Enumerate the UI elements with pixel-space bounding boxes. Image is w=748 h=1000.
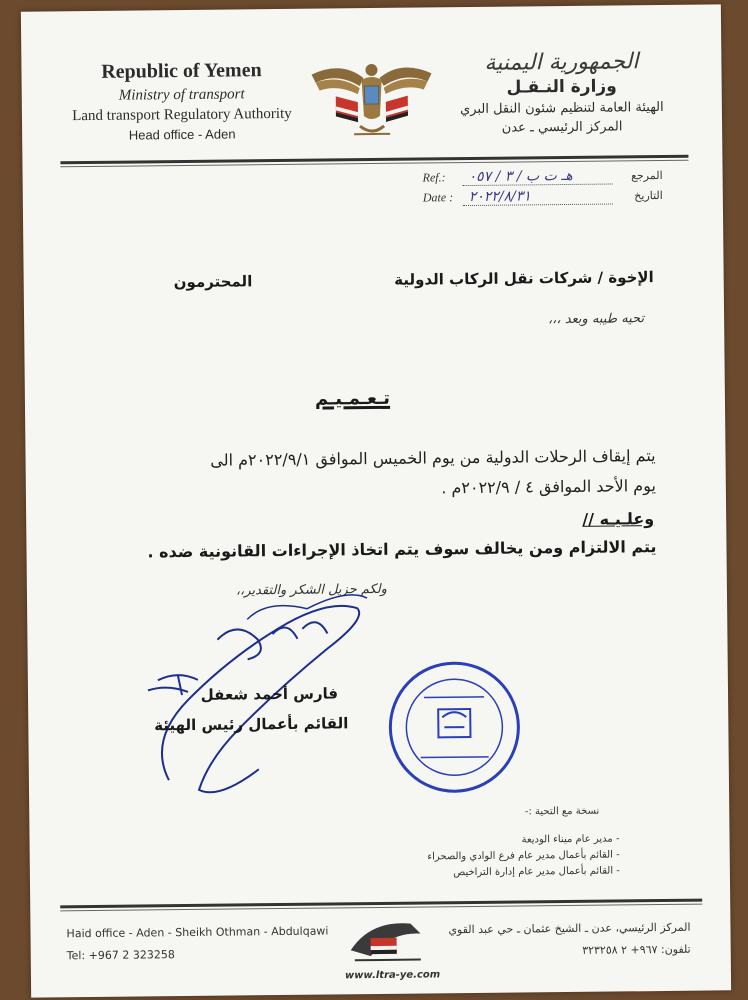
signer-title: القائم بأعمال رئيس الهيئة [154, 714, 349, 735]
footer-address-ar: المركز الرئيسي، عدن ـ الشيخ عثمان ـ حي عبد القوي [448, 920, 691, 937]
reference-row [423, 165, 663, 188]
copy-recipient: - مدير عام ميناء الوديعة [427, 831, 620, 849]
greeting: تحيه طيبه وبعد ،،، [547, 311, 645, 328]
copy-recipient: - القائم بأعمال مدير عام فرع الوادي والصحراء [427, 847, 620, 865]
subject-heading: تـعـمـيـم [314, 387, 391, 410]
body-line-3: يتم الالتزام ومن يخالف سوف يتم اتخاذ الإجراءات القانونية ضده . [147, 537, 657, 562]
english-letterhead [61, 59, 302, 144]
arabic-letterhead [441, 49, 682, 137]
authority-name-ar: الهيئة العامة لتنظيم شئون النقل البري [459, 99, 664, 118]
date-value: ٢٠٢٢/٨/٣١ [463, 187, 613, 206]
body-line-2: يوم الأحد الموافق ٤ / ٢٠٢٢/٩م . [441, 476, 656, 498]
copies-title: نسخة مع التحية :- [524, 805, 600, 818]
ref-label: Ref.: [422, 169, 446, 184]
footer-tel-en: Tel: +967 2 323258 [66, 948, 175, 963]
office-name-en: Head office - Aden [128, 126, 236, 143]
signer-name: فارس أحمد شعفل [200, 684, 339, 704]
country-name-en: Republic of Yemen [101, 59, 262, 83]
body-line-1: يتم إيقاف الرحلات الدولية من يوم الخميس الموافق ٢٠٢٢/٩/١م الى [210, 446, 656, 470]
footer-tel-ar: تلفون: ٩٦٧+ ٢ ٣٢٣٢٥٨ [582, 942, 691, 957]
copy-recipient: - القائم بأعمال مدير عام إدارة التراخيص [427, 863, 620, 881]
body-paragraph [95, 441, 656, 507]
ref-label-ar: المرجع [631, 168, 663, 182]
country-name-ar: الجمهورية اليمنية [484, 49, 639, 76]
ref-value: هـ ت ب / ٣ / ٠٥٧ [463, 167, 613, 186]
copies-list [427, 831, 620, 881]
authority-logo-icon [340, 909, 431, 970]
footer-website: www.ltra-ye.com [344, 969, 441, 982]
date-label: Date : [422, 189, 454, 204]
authority-name-en: Land transport Regulatory Authority [72, 105, 292, 125]
accordingly-label: وعلـيـه // [582, 509, 655, 529]
office-name-ar: المركز الرئيسي ـ عدن [501, 119, 623, 136]
reference-block [423, 165, 663, 208]
letter-page [21, 4, 731, 997]
footer-address-en: Haid office - Aden - Sheikh Othman - Abdulqawi [66, 924, 329, 941]
date-label-ar: التاريخ [634, 188, 663, 202]
ministry-name-ar: وزارة النـقـل [506, 76, 617, 98]
closing-thanks: ولكم جزيل الشكر والتقدير،، [235, 581, 388, 599]
honorific: المحترمون [173, 272, 253, 292]
footer-english [66, 921, 328, 968]
date-row [423, 185, 663, 208]
addressee: الإخوة / شركات نقل الركاب الدولية [394, 268, 654, 289]
yemen-emblem-icon [301, 55, 442, 144]
ministry-name-en: Ministry of transport [118, 86, 245, 104]
official-stamp-icon [384, 656, 525, 797]
footer-arabic [448, 917, 691, 964]
